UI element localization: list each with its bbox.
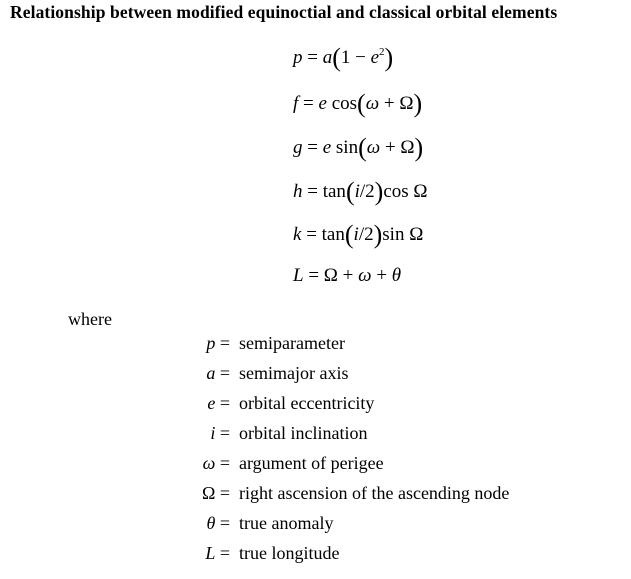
eq-h-fn: cos: [383, 181, 409, 202]
definition-symbol: ω: [202, 453, 216, 473]
eq-p-a: a: [322, 47, 333, 68]
eq-k-open-paren: (: [344, 220, 354, 249]
definition-equals: =: [215, 453, 230, 473]
definition-symbol: e: [207, 393, 216, 413]
eq-g-equals: =: [302, 137, 323, 158]
equation-L: [293, 264, 401, 288]
eq-g-lhs: g: [293, 137, 303, 158]
definition-description: argument of perigee: [239, 453, 384, 473]
eq-p-e: e: [370, 47, 380, 68]
eq-h-open-paren: (: [345, 177, 355, 206]
eq-p-equals: =: [302, 47, 323, 68]
definition-symbol: θ: [206, 513, 216, 533]
eq-p-open-paren: (: [332, 43, 341, 72]
eq-g-close-paren: ): [414, 133, 424, 162]
eq-h-tan: tan: [322, 181, 346, 202]
eq-k-fn: sin: [382, 224, 405, 245]
eq-k-tan: tan: [321, 224, 345, 245]
eq-f-plus-Omega: + Ω: [379, 93, 414, 114]
eq-L-omega: ω: [358, 265, 372, 286]
eq-f-close-paren: ): [413, 89, 423, 118]
eq-h-close-paren: ): [374, 177, 384, 206]
equation-p: [293, 43, 394, 72]
eq-L-Omega: Ω: [323, 265, 338, 286]
definition-symbol: i: [210, 423, 216, 443]
eq-g-fn: sin: [335, 137, 359, 158]
eq-g-plus-Omega: + Ω: [380, 137, 415, 158]
definition-equals: =: [215, 483, 230, 503]
where-label: where: [68, 309, 112, 329]
equation-h: [293, 177, 428, 206]
definition-equals: =: [215, 333, 230, 353]
eq-L-lhs: L: [293, 265, 304, 286]
eq-h-Omega: Ω: [413, 181, 428, 202]
equation-f: [293, 89, 423, 118]
eq-L-equals: =: [303, 265, 324, 286]
eq-p-lhs: p: [293, 47, 303, 68]
eq-g-e: e: [322, 137, 332, 158]
definition-description: true anomaly: [239, 513, 334, 533]
eq-k-over2: /2: [358, 224, 374, 245]
eq-f-open-paren: (: [357, 89, 366, 118]
definition-description: orbital eccentricity: [239, 393, 375, 413]
eq-g-omega: ω: [366, 137, 381, 158]
equation-g: [293, 133, 424, 162]
eq-k-equals: =: [301, 224, 322, 245]
eq-k-Omega: Ω: [409, 224, 424, 245]
eq-h-over2: /2: [359, 181, 375, 202]
definition-equals: =: [215, 393, 230, 413]
definition-symbol: L: [205, 543, 216, 563]
eq-f-omega: ω: [365, 93, 380, 114]
definition-symbol: a: [206, 363, 216, 383]
eq-f-fn: cos: [331, 93, 358, 114]
eq-p-exponent: 2: [379, 46, 385, 58]
eq-k-lhs: k: [293, 224, 302, 245]
definition-description: true longitude: [239, 543, 340, 563]
definition-equals: =: [215, 423, 230, 443]
eq-L-plus-1: +: [337, 265, 359, 286]
page-title: Relationship between modified equinoctial and classical orbital elements: [10, 2, 558, 22]
eq-f-lhs: f: [293, 93, 299, 114]
definition-description: semimajor axis: [239, 363, 349, 383]
eq-p-one-minus: 1 −: [340, 47, 371, 68]
eq-k-i: i: [353, 224, 359, 245]
eq-h-equals: =: [302, 181, 323, 202]
eq-g-open-paren: (: [358, 133, 367, 162]
definition-description: orbital inclination: [239, 423, 368, 443]
eq-p-close-paren: ): [384, 43, 394, 72]
eq-k-close-paren: ): [373, 220, 383, 249]
definition-description: right ascension of the ascending node: [239, 483, 510, 503]
eq-f-e: e: [318, 93, 327, 114]
eq-L-theta: θ: [391, 265, 402, 286]
equation-k: [293, 220, 424, 249]
definition-symbol: p: [206, 333, 216, 353]
definition-equals: =: [215, 513, 230, 533]
eq-h-lhs: h: [293, 181, 303, 202]
definition-equals: =: [215, 543, 230, 563]
eq-h-i: i: [354, 181, 360, 202]
definition-equals: =: [215, 363, 230, 383]
eq-f-equals: =: [298, 93, 319, 114]
definition-symbol: Ω: [201, 483, 216, 503]
eq-L-plus-2: +: [371, 265, 392, 286]
definition-description: semiparameter: [239, 333, 345, 353]
